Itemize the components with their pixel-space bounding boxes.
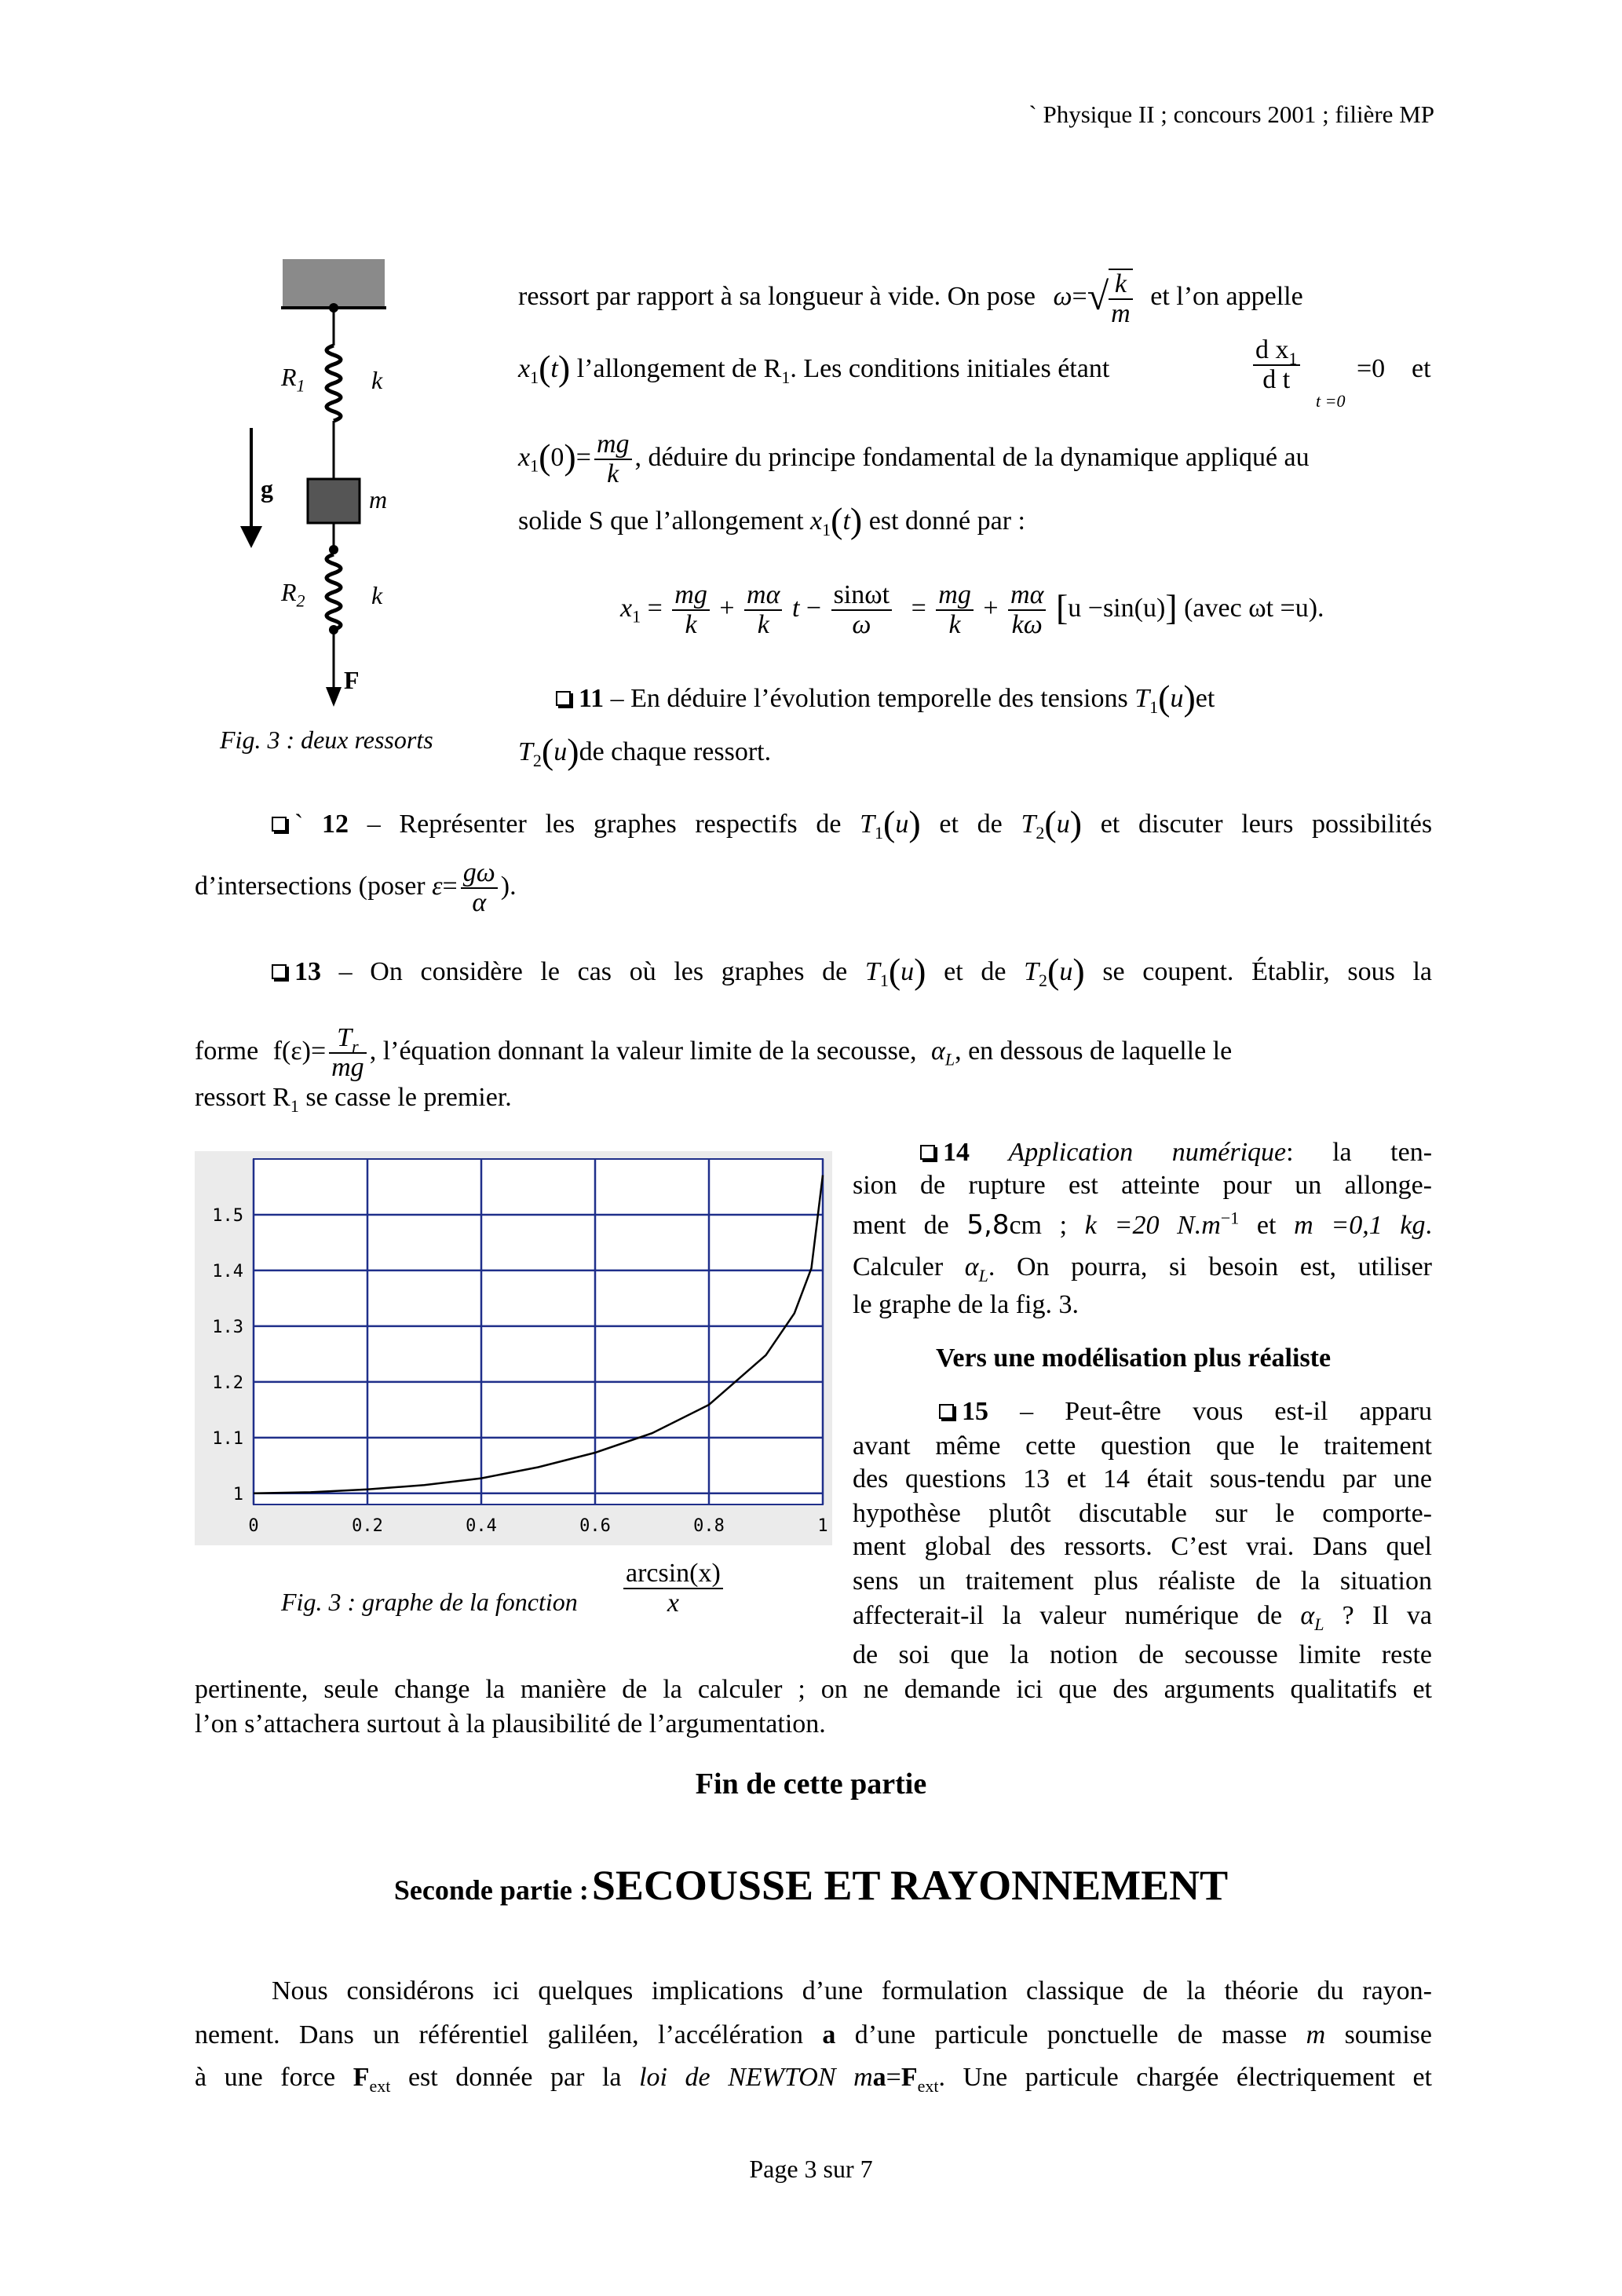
arcsin-chart [195,1151,832,1545]
q14-line-4: Calculer $\alpha_L$. On pourra, si besoin est, utiliser [853,1252,1433,1285]
label-r2: $R_2$ [281,578,305,611]
q15-line-2: avant même cette question que le traitement [853,1431,1432,1461]
q14-line-5: le graphe de la fig. 3. [853,1290,1079,1319]
q12-line-2: d’intersections (poser ε= $\frac{g\omega}{\alpha}$ ). [195,858,517,917]
y-tick-label: 1.1 [212,1428,243,1449]
q14-line-2: sion de rupture est atteinte pour un allonge- [853,1171,1432,1200]
intro-line-4: solide S que l’allongement $x_1(t)$ est donné par : [518,500,1025,540]
q12-checkbox-icon [272,817,287,832]
mass-block [308,479,360,523]
label-k1: k [371,366,383,394]
x-tick-label: 0.6 [579,1516,611,1536]
ceiling-block [283,259,385,306]
q15-line-8: de soi que la notion de secousse limite reste [853,1640,1432,1669]
et-label: et [1412,354,1431,383]
spring-r2 [327,554,341,630]
spring-r1 [327,345,341,421]
x-tick-label: 1 [817,1516,828,1536]
q15-line-3: des questions 13 et 14 était sous-tendu par une [853,1464,1432,1493]
q13-line-3: ressort $R_1$ se casse le premier. [195,1083,512,1116]
label-k2: k [371,581,383,609]
label-r1: $R_1$ [281,363,305,396]
final-para-line-1: Nous considérons ici quelques implications d’une formulation classique de la théorie du rayon- [272,1976,1432,2005]
page-footer: Page 3 sur 7 [749,2155,873,2183]
final-para-line-2: nement. Dans un référentiel galiléen, l’accélération a d’une particule ponctuelle de masse m soumise [195,2020,1433,2049]
chart-plot-area [254,1159,823,1504]
page-header: ` Physique II ; concours 2001 ; filière MP [1028,101,1434,128]
label-m: m [369,485,388,514]
subheading-realiste: Vers une modélisation plus réaliste [936,1344,1332,1373]
intro-line-3: $x_1(0)=$ $\frac{mg}{k}$ , déduire du principe fondamental de la dynamique appliqué au [518,430,1310,488]
q11-checkbox-icon [556,691,571,706]
q15-line-10: l’on s’attachera surtout à la plausibilité de l’argumentation. [195,1709,826,1738]
fig-graph-caption: Fig. 3 : graphe de la fonction [281,1588,578,1616]
q13-line-2: forme f(ε)= $\frac{T_r}{mg}$ , l’équation donnant la valeur limite de la secousse, $\alpha_L$, en dessous de laquelle le [195,1023,1233,1082]
intro-line-2: $x_1(t)$ l’allongement de $R_1$. Les conditions initiales étant [518,348,1110,388]
intro-line-1: ressort par rapport à sa longueur à vide. On pose ω=√ $\frac{k}{m}$ et l’on appelle [518,269,1303,328]
eq-zero: =0 [1357,354,1386,383]
q15-line-9: pertinente, seule change la manière de la calculer ; on ne demande ici que des arguments qualitatifs et [195,1675,1432,1704]
q11-line-2: $T_2(u)de$ chaque ressort. [518,731,772,771]
label-f: F [344,666,360,694]
q13-checkbox-icon [272,964,287,979]
y-tick-label: 1 [232,1484,243,1504]
y-tick-label: 1.5 [212,1205,243,1226]
q15-checkbox-icon [939,1404,954,1419]
x-tick-label: 0 [248,1516,259,1536]
part2-heading: Seconde partie : SECOUSSE ET RAYONNEMENT [393,1862,1229,1909]
q14-line-3: ment de 5,8cm ; k =20 $N.m^{-1}$ et m =0,1 kg. [853,1208,1433,1241]
x-tick-label: 0.8 [693,1516,725,1536]
q14-line-1: 14 Application numérique: la ten- [853,1137,1432,1168]
fig-graph-fraction: $\frac{\arcsin(x)}{x}$ [620,1559,726,1618]
fig-springs-caption: Fig. 3 : deux ressorts [220,726,433,754]
q15-line-4: hypothèse plutôt discutable sur le comporte- [853,1499,1432,1528]
q11-line-1: 11 – En déduire l’évolution temporelle des tensions $T_1(u)et$ [556,683,1432,715]
q15-line-7: affecterait-il la valeur numérique de $\alpha_L$ ? Il va [853,1601,1433,1634]
end-of-part: Fin de cette partie [695,1768,927,1801]
q15-line-5: ment global des ressorts. C’est vrai. Dans quel [853,1532,1432,1561]
q15-line-6: sens un traitement plus réaliste de la situation [853,1567,1432,1596]
intro-derivative: $\frac{d x_1}{\text{d t}}$ [1250,336,1303,394]
final-para-line-3: à une force $F_{ext}$ est donnée par la loi de NEWTON $ma=F_{ext}$. Une particule chargée électriquement et [195,2063,1432,2096]
x-tick-label: 0.2 [352,1516,383,1536]
label-g: g [261,474,273,503]
y-tick-label: 1.3 [212,1317,243,1337]
q12-line-1: ` 12 – Représenter les graphes respectifs de $T_1(u)$ et de $T_2(u)$ et discuter leurs possibilités [272,809,1432,840]
q15-line-1: 15 – Peut-être vous est-il apparu [853,1396,1432,1428]
y-tick-label: 1.2 [212,1373,243,1393]
y-tick-label: 1.4 [212,1261,243,1281]
q13-line-1: 13 – On considère le cas où les graphes de $T_1(u)$ et de $T_2(u)$ se coupent. Établir, sous la [272,956,1432,988]
q14-checkbox-icon [920,1145,935,1160]
derivative-eval: t =0 [1316,391,1346,411]
spring-figure [220,251,455,707]
x-tick-label: 0.4 [466,1516,497,1536]
main-equation: $x_1$ = $\frac{mg}{k}$ + $\frac{m\alpha}{k}$ t − $\frac{\sin\omega t}{\omega}$ = $\frac{mg}{k}$ + $\frac{m\alpha}{k\omega}$ [u −sin(u)] (avec ωt =u). [620,580,1324,639]
